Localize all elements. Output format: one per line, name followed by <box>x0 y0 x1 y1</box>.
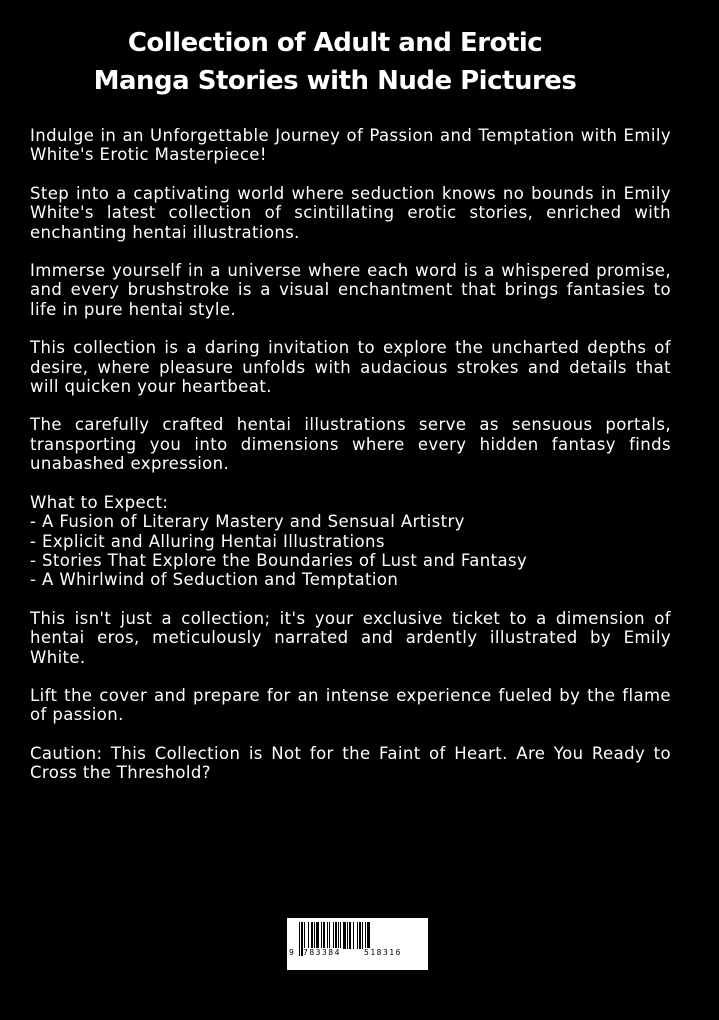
what-to-expect-list <box>30 493 671 590</box>
what-to-expect-heading: What to Expect: <box>30 492 169 512</box>
barcode-bar <box>343 922 346 949</box>
blurb <box>30 126 671 783</box>
title-line-1: Collection of Adult and Erotic <box>127 28 543 58</box>
barcode-bar <box>314 922 315 949</box>
blurb-paragraph: Indulge in an Unforgettable Journey of Passion and Temptation with Emily White's Erotic Masterpiece! <box>30 126 671 165</box>
barcode-bar <box>323 922 325 949</box>
blurb-paragraph: This collection is a daring invitation to explore the uncharted depths of desire, where pleasure unfolds with audacious strokes and details that will quicken your heartbeat. <box>30 338 671 397</box>
blurb-paragraph: The carefully crafted hentai illustrations serve as sensuous portals, transporting you into dimensions where every hidden fantasy finds unabashed expression. <box>30 415 671 474</box>
barcode-bar <box>304 922 305 949</box>
barcode-bar <box>308 922 309 949</box>
barcode-bar <box>349 922 351 949</box>
barcode-bar <box>311 922 313 949</box>
barcode-bar <box>327 922 328 949</box>
caution-paragraph: Caution: This Collection is Not for the Faint of Heart. Are You Ready to Cross the Threshold? <box>30 743 671 783</box>
barcode-bar <box>321 922 322 949</box>
barcode-digits-left: 783384 <box>303 948 341 957</box>
blurb-paragraph: This isn't just a collection; it's your exclusive ticket to a dimension of hentai eros, meticulously narrated and ardently illustrated by Emily White. <box>30 608 671 667</box>
list-item: - A Whirlwind of Seduction and Temptation <box>30 570 399 590</box>
list-item: - Explicit and Alluring Hentai Illustrations <box>30 531 385 551</box>
book-title <box>0 24 670 100</box>
list-item: - Stories That Explore the Boundaries of Lust and Fantasy <box>30 550 528 570</box>
barcode-bar <box>299 922 300 956</box>
list-item: - A Fusion of Literary Mastery and Sensual Artistry <box>30 512 465 532</box>
barcode-bars <box>287 918 428 970</box>
barcode-bar <box>365 922 366 949</box>
barcode-bar <box>357 922 358 949</box>
barcode-bar <box>340 922 341 949</box>
blurb-paragraph: Step into a captivating world where seduction knows no bounds in Emily White's latest collection of scintillating erotic stories, enriched with enchanting hentai illustrations. <box>30 183 671 242</box>
barcode-bar <box>359 922 361 949</box>
barcode-bar <box>362 922 363 949</box>
barcode-bar <box>333 922 334 949</box>
blurb-paragraph: Lift the cover and prepare for an intense experience fueled by the flame of passion. <box>30 685 671 725</box>
barcode-bar <box>338 922 339 949</box>
barcode-bar <box>316 922 319 949</box>
blurb-paragraph: Immerse yourself in a universe where each word is a whispered promise, and every brushstroke is a visual enchantment that brings fantasies to life in pure hentai style. <box>30 261 671 319</box>
barcode-bar <box>347 922 348 949</box>
isbn-barcode <box>287 918 428 970</box>
title-line-2: Manga Stories with Nude Pictures <box>93 66 577 96</box>
barcode-bar <box>353 922 354 949</box>
barcode-bar <box>329 922 330 949</box>
barcode-digit-first: 9 <box>289 948 294 957</box>
barcode-digits-right: 518316 <box>364 948 402 957</box>
